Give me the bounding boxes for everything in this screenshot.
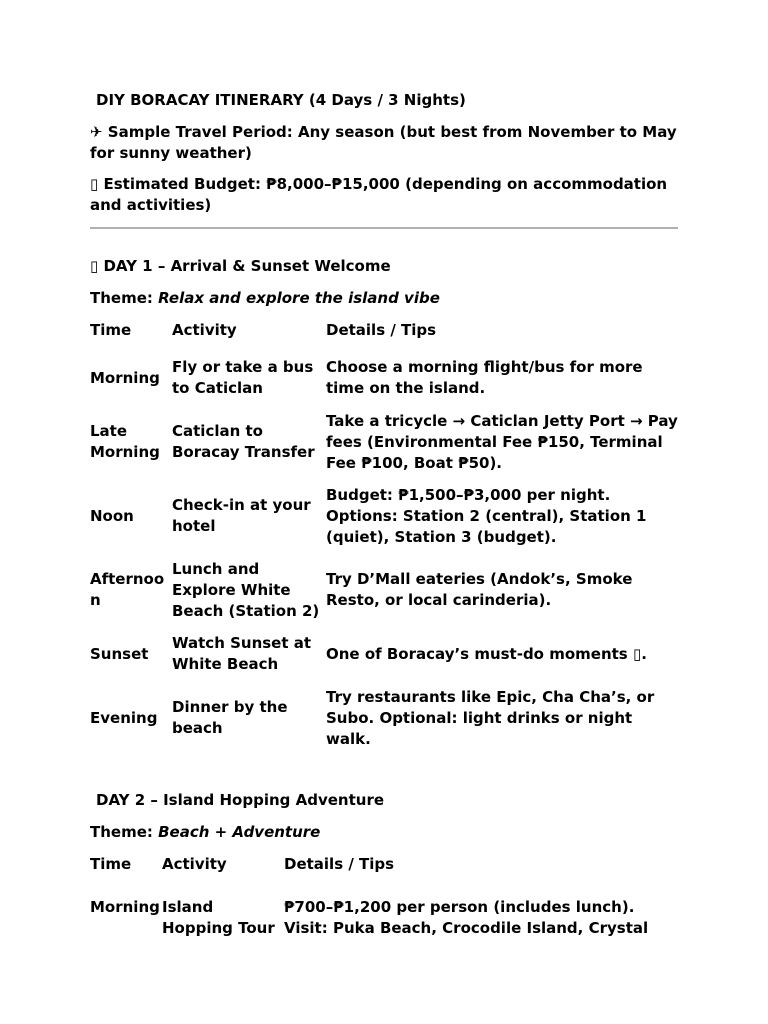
row-activity: Dinner by the beach	[172, 698, 288, 737]
page-title: DIY BORACAY ITINERARY (4 Days / 3 Nights)	[96, 91, 466, 109]
row-time: Sunset	[90, 644, 149, 663]
day2-heading: DAY 2 – Island Hopping Adventure	[96, 791, 385, 809]
table-row	[90, 479, 678, 553]
day1-heading: ▯ DAY 1 – Arrival & Sunset Welcome	[90, 257, 391, 275]
row-time: Morning	[90, 368, 160, 387]
row-activity: Watch Sunset at White Beach	[172, 634, 312, 673]
table-row	[90, 553, 678, 627]
column-header-details: Details / Tips	[284, 854, 395, 873]
day1-theme-label: Theme:	[90, 289, 159, 307]
row-time: Morning	[90, 898, 160, 916]
day1-theme-value: Relax and explore the island vibe	[158, 289, 440, 307]
table-row	[90, 627, 678, 681]
day1-theme	[90, 288, 440, 309]
column-header-time: Time	[90, 854, 132, 873]
row-activity: Island Hopping Tour	[162, 898, 275, 937]
table-row	[90, 351, 678, 405]
table-row	[90, 405, 678, 479]
horizontal-divider	[90, 227, 678, 229]
row-time: Late Morning	[90, 422, 160, 461]
day2-table	[90, 843, 678, 939]
row-time: Evening	[90, 708, 158, 727]
row-details: Try D’Mall eateries (Andok’s, Smoke Resto, or local carinderia).	[326, 570, 633, 609]
row-details: Budget: ₱1,500–₱3,000 per night. Options: Station 2 (central), Station 1 (quiet), Station 3 (budget).	[326, 485, 647, 546]
day2-theme-label: Theme:	[90, 823, 159, 841]
row-details: Take a tricycle → Caticlan Jetty Port → Pay fees (Environmental Fee ₱150, Terminal Fee ₱100, Boat ₱50).	[326, 411, 678, 472]
row-time: Noon	[90, 506, 134, 525]
day2-table-header	[90, 843, 678, 885]
row-activity: Check-in at your hotel	[172, 496, 311, 535]
day1-table-header	[90, 309, 678, 351]
column-header-activity: Activity	[162, 854, 227, 873]
day2-theme-value: Beach + Adventure	[158, 823, 321, 841]
column-header-activity: Activity	[172, 320, 237, 339]
row-details: ₱700–₱1,200 per person (includes lunch). Visit: Puka Beach, Crocodile Island, Crystal	[284, 898, 649, 937]
budget-text: ▯ Estimated Budget: ₱8,000–₱15,000 (depending on accommodation and activities)	[90, 175, 668, 214]
row-details: Try restaurants like Epic, Cha Cha’s, or Subo. Optional: light drinks or night walk.	[326, 687, 655, 748]
column-header-details: Details / Tips	[326, 320, 437, 339]
day1-table	[90, 309, 678, 755]
table-row	[90, 681, 678, 755]
column-header-time: Time	[90, 320, 132, 339]
table-row	[90, 885, 678, 939]
row-activity: Fly or take a bus to Caticlan	[172, 358, 314, 397]
row-time: Afternoon	[90, 570, 165, 609]
travel-period-text: ✈ Sample Travel Period: Any season (but best from November to May for sunny weather)	[90, 123, 677, 162]
row-details: Choose a morning flight/bus for more time on the island.	[326, 358, 643, 397]
row-activity: Caticlan to Boracay Transfer	[172, 422, 315, 461]
row-activity: Lunch and Explore White Beach (Station 2)	[172, 559, 320, 620]
day2-theme	[90, 822, 320, 843]
row-details: One of Boracay’s must-do moments ▯.	[326, 644, 647, 663]
